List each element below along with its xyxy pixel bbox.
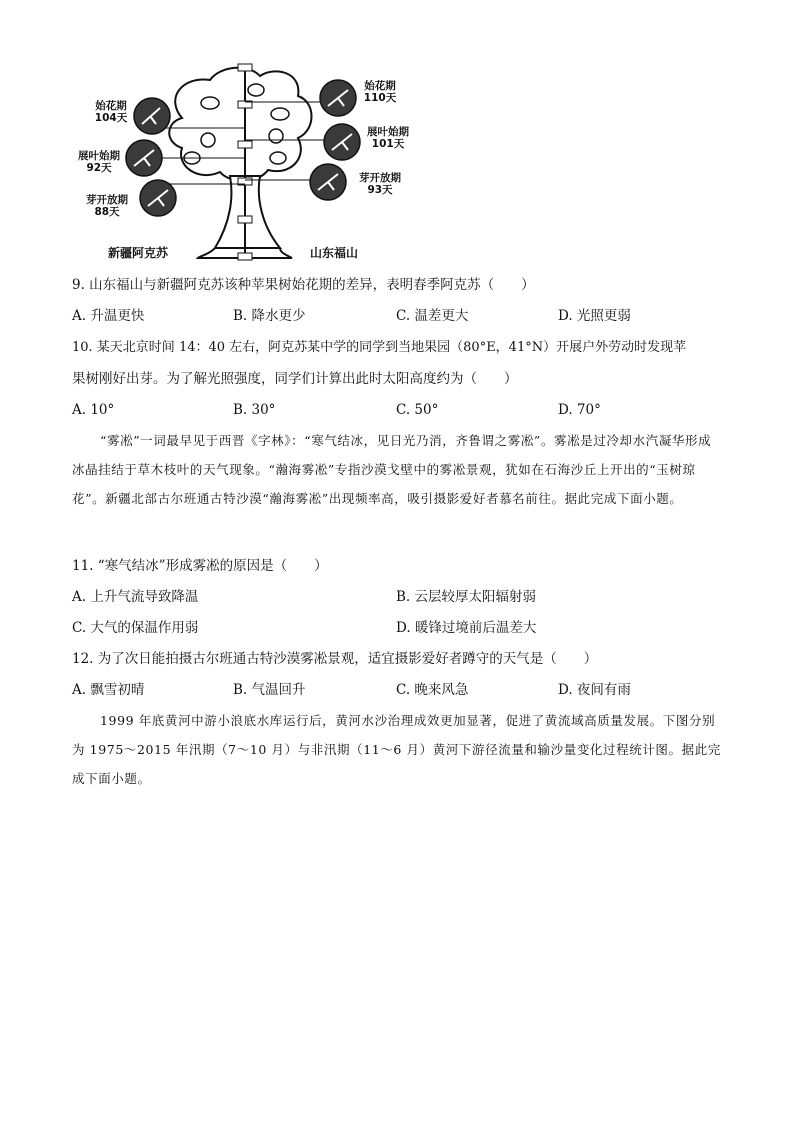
- q12-option-c: C. 晚来风急: [396, 682, 469, 698]
- right-flowering-name: 始花期: [364, 80, 396, 92]
- right-leafing-days: 101天: [371, 138, 405, 150]
- q11-option-d: D. 暖锋过境前后温差大: [396, 620, 537, 636]
- right-budding-days: 93天: [367, 184, 393, 196]
- passage-rime: “雾凇”一词最早见于西晋《字林》：“寒气结冰，见日光乃消，齐鲁谓之雾凇”。雾凇是过冷却水汽凝华形成冰晶挂结于草木枝叶的天气现象。“瀚海雾凇”专指沙漠戈壁中的雾凇景观，犹如在石海沙丘上开出的“玉树琼花”。新疆北部古尔班通古特沙漠“瀚海雾凇”出现频率高，吸引摄影爱好者慕名前往。据此完成下面小题。: [72, 433, 712, 506]
- q12-option-d: D. 夜间有雨: [558, 682, 631, 698]
- left-label-flowering: [86, 100, 136, 124]
- right-flowering-days: 110天: [363, 92, 397, 104]
- left-flowering-days: 104天: [94, 112, 128, 124]
- question-9-stem: 9. 山东福山与新疆阿克苏该种苹果树始花期的差异，表明春季阿克苏（ ）: [72, 277, 535, 293]
- q9-option-c: C. 温差更大: [396, 308, 469, 324]
- question-11-stem: 11. “寒气结冰”形成雾凇的原因是（ ）: [72, 558, 328, 574]
- right-label-leafing: [360, 126, 416, 150]
- question-10-stem-line1: 10. 某天北京时间 14：40 左右，阿克苏某中学的同学到当地果园（80°E，41°N）开展户外劳动时发现苹: [72, 340, 687, 355]
- left-leafing-name: 展叶始期: [78, 150, 120, 162]
- region-label-aksu: 新疆阿克苏: [108, 246, 169, 260]
- q10-option-a: A. 10°: [72, 402, 115, 418]
- q12-option-a: A. 飘雪初晴: [72, 682, 145, 698]
- q12-option-b: B. 气温回升: [233, 682, 306, 698]
- left-label-leafing: [72, 150, 126, 174]
- left-label-budding: [80, 194, 134, 218]
- question-12-stem: 12. 为了次日能拍摄古尔班通古特沙漠雾凇景观，适宜摄影爱好者蹲守的天气是（ ）: [72, 651, 598, 667]
- right-leafing-name: 展叶始期: [367, 126, 409, 138]
- question-10-stem-line2: 果树刚好出芽。为了解光照强度，同学们计算出此时太阳高度约为（ ）: [72, 371, 518, 387]
- phenology-figure: [70, 58, 420, 266]
- q10-option-d: D. 70°: [558, 402, 601, 418]
- left-budding-name: 芽开放期: [86, 194, 128, 206]
- right-label-budding: [352, 172, 408, 196]
- q9-option-d: D. 光照更弱: [558, 308, 631, 324]
- region-label-fushan: 山东福山: [310, 246, 359, 260]
- left-leafing-days: 92天: [86, 162, 112, 174]
- passage-yellow-river: 1999 年底黄河中游小浪底水库运行后，黄河水沙治理成效更加显著，促进了黄流域高质量发展。下图分别为 1975～2015 年汛期（7～10 月）与非汛期（11～6 月）黄河下游径流量和输沙量变化过程统计图。据此完成下面小题。: [72, 713, 721, 786]
- q9-option-a: A. 升温更快: [72, 308, 145, 324]
- right-label-flowering: [356, 80, 404, 104]
- left-flowering-name: 始花期: [95, 100, 127, 112]
- q11-option-a: A. 上升气流导致降温: [72, 589, 199, 605]
- q10-option-b: B. 30°: [233, 402, 276, 418]
- q10-option-c: C. 50°: [396, 402, 439, 418]
- q11-option-b: B. 云层较厚太阳辐射弱: [396, 589, 537, 605]
- left-budding-days: 88天: [94, 206, 120, 218]
- right-budding-name: 芽开放期: [359, 172, 401, 184]
- q11-option-c: C. 大气的保温作用弱: [72, 620, 199, 636]
- q9-option-b: B. 降水更少: [233, 308, 306, 324]
